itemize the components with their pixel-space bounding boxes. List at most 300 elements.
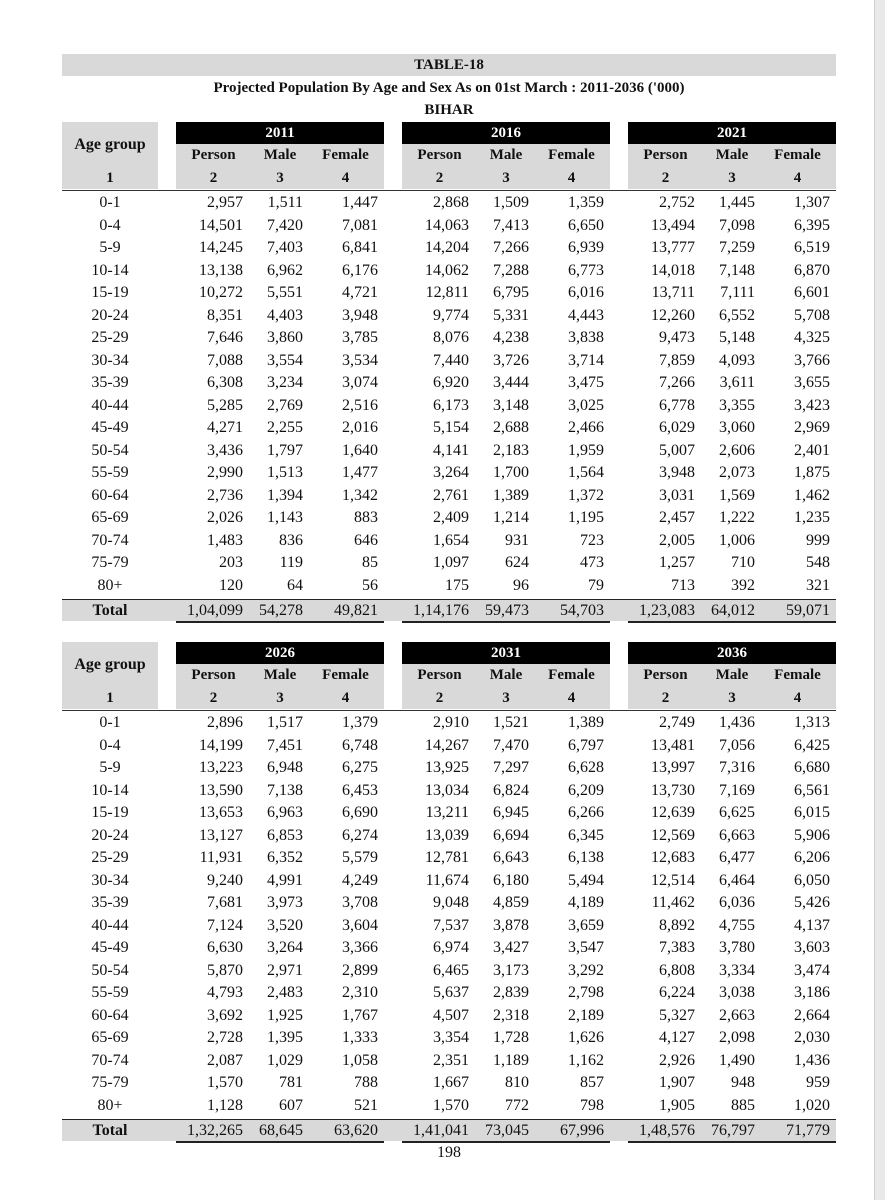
table-row xyxy=(62,552,836,575)
value-cell: 96 xyxy=(513,576,529,594)
value-cell: 7,288 xyxy=(493,261,529,279)
male-header: Male xyxy=(489,147,523,163)
value-cell: 548 xyxy=(806,554,830,571)
value-cell: 931 xyxy=(505,531,529,549)
value-cell: 7,440 xyxy=(433,351,469,369)
total-value: 63,620 xyxy=(334,1122,378,1139)
column-number: 4 xyxy=(567,690,576,706)
table-row xyxy=(62,282,836,305)
value-cell: 6,948 xyxy=(267,759,303,776)
value-cell: 13,211 xyxy=(425,804,469,821)
value-cell: 2,073 xyxy=(719,464,755,481)
value-cell: 6,176 xyxy=(342,261,378,279)
value-cell: 4,137 xyxy=(794,916,830,934)
value-cell: 3,659 xyxy=(568,916,604,934)
column-number: 3 xyxy=(276,170,284,186)
value-cell: 7,124 xyxy=(207,916,243,934)
value-cell: 4,189 xyxy=(568,894,604,911)
value-cell: 1,372 xyxy=(568,486,604,504)
age-group-cell: 15-19 xyxy=(91,804,129,821)
value-cell: 3,234 xyxy=(267,374,303,391)
value-cell: 2,255 xyxy=(267,419,303,436)
age-group-cell: 20-24 xyxy=(91,306,129,324)
value-cell: 2,688 xyxy=(493,419,529,436)
column-number: 2 xyxy=(435,690,444,706)
value-cell: 11,674 xyxy=(425,871,469,889)
value-cell: 2,910 xyxy=(433,714,469,731)
data-rows xyxy=(62,712,836,1117)
value-cell: 3,860 xyxy=(267,329,303,346)
value-cell: 14,018 xyxy=(651,261,695,279)
value-cell: 3,973 xyxy=(267,894,303,911)
value-cell: 6,748 xyxy=(342,736,378,754)
age-group-cell: 80+ xyxy=(97,1096,123,1114)
total-value: 1,48,576 xyxy=(639,1122,695,1139)
value-cell: 1,797 xyxy=(267,441,303,459)
value-cell: 14,199 xyxy=(199,736,243,754)
value-cell: 3,604 xyxy=(342,916,378,934)
value-cell: 3,423 xyxy=(794,396,830,414)
value-cell: 6,694 xyxy=(493,826,529,844)
value-cell: 6,206 xyxy=(794,849,830,866)
female-header: Female xyxy=(548,667,595,683)
value-cell: 6,352 xyxy=(267,849,303,866)
age-group-cell: 35-39 xyxy=(91,374,129,391)
value-cell: 6,663 xyxy=(719,826,755,844)
value-cell: 1,477 xyxy=(342,464,378,481)
value-cell: 14,063 xyxy=(425,216,469,234)
value-cell: 1,700 xyxy=(493,464,529,481)
value-cell: 14,267 xyxy=(425,736,469,754)
value-cell: 6,625 xyxy=(719,804,755,821)
value-cell: 646 xyxy=(354,531,378,549)
table-row xyxy=(62,237,836,260)
age-group-cell: 25-29 xyxy=(91,329,129,346)
value-cell: 13,711 xyxy=(651,284,695,301)
value-cell: 857 xyxy=(580,1074,604,1091)
value-cell: 2,310 xyxy=(342,984,378,1001)
total-value: 67,996 xyxy=(560,1122,604,1139)
value-cell: 3,554 xyxy=(267,351,303,369)
table-row xyxy=(62,757,836,780)
value-cell: 6,180 xyxy=(493,871,529,889)
value-cell: 8,892 xyxy=(659,916,695,934)
age-group-cell: 75-79 xyxy=(91,554,129,571)
column-number: 4 xyxy=(567,170,576,186)
value-cell: 1,436 xyxy=(794,1051,830,1069)
page-number: 198 xyxy=(437,1144,461,1161)
age-group-cell: 0-4 xyxy=(99,216,121,234)
value-cell: 6,795 xyxy=(493,284,529,301)
value-cell: 3,534 xyxy=(342,351,378,369)
age-group-cell: 40-44 xyxy=(91,916,129,934)
value-cell: 6,920 xyxy=(433,374,469,391)
total-value: 1,23,083 xyxy=(639,602,695,619)
value-cell: 885 xyxy=(731,1096,755,1114)
value-cell: 2,926 xyxy=(659,1051,695,1069)
column-number: 2 xyxy=(661,170,670,186)
value-cell: 1,570 xyxy=(207,1074,243,1091)
value-cell: 13,138 xyxy=(199,261,243,279)
value-cell: 6,266 xyxy=(568,804,604,821)
value-cell: 2,868 xyxy=(433,194,469,211)
value-cell: 2,663 xyxy=(719,1006,755,1024)
value-cell: 6,808 xyxy=(659,961,695,979)
value-cell: 3,436 xyxy=(207,441,243,459)
value-cell: 6,963 xyxy=(267,804,303,821)
value-cell: 1,020 xyxy=(794,1096,830,1114)
value-cell: 6,209 xyxy=(568,781,604,799)
value-cell: 1,875 xyxy=(794,464,830,481)
value-cell: 7,266 xyxy=(659,374,695,391)
column-numbers xyxy=(402,167,610,189)
column-number: 4 xyxy=(341,690,350,706)
total-value: 59,071 xyxy=(786,602,830,619)
value-cell: 473 xyxy=(580,554,604,571)
value-cell: 6,939 xyxy=(568,239,604,256)
table-row xyxy=(62,507,836,530)
value-cell: 5,708 xyxy=(794,306,830,324)
value-cell: 2,457 xyxy=(659,509,695,526)
table-row xyxy=(62,305,836,328)
value-cell: 5,154 xyxy=(433,419,469,436)
value-cell: 1,235 xyxy=(794,509,830,526)
column-number: 4 xyxy=(341,170,350,186)
value-cell: 2,749 xyxy=(659,714,695,731)
value-cell: 1,222 xyxy=(719,509,755,526)
total-row xyxy=(62,600,836,621)
total-label: Total xyxy=(92,1122,128,1139)
value-cell: 3,726 xyxy=(493,351,529,369)
value-cell: 6,274 xyxy=(342,826,378,844)
value-cell: 4,093 xyxy=(719,351,755,369)
page-edge xyxy=(875,0,885,1200)
table-row xyxy=(62,847,836,870)
value-cell: 119 xyxy=(279,554,303,571)
value-cell: 7,169 xyxy=(719,781,755,799)
value-cell: 7,081 xyxy=(342,216,378,234)
value-cell: 713 xyxy=(671,576,695,594)
total-top-border xyxy=(62,1119,836,1120)
total-value: 1,14,176 xyxy=(413,602,469,619)
column-number: 2 xyxy=(661,690,670,706)
value-cell: 6,016 xyxy=(568,284,604,301)
value-cell: 3,292 xyxy=(568,961,604,979)
value-cell: 1,570 xyxy=(433,1096,469,1114)
total-value: 68,645 xyxy=(259,1122,303,1139)
column-number: 3 xyxy=(728,170,736,186)
sex-column-headers xyxy=(628,144,836,167)
age-group-cell: 15-19 xyxy=(91,284,129,301)
value-cell: 836 xyxy=(279,531,303,549)
value-cell: 5,870 xyxy=(207,961,243,979)
value-cell: 2,728 xyxy=(207,1029,243,1046)
value-cell: 2,798 xyxy=(568,984,604,1001)
year-group-header xyxy=(402,122,610,189)
value-cell: 1,313 xyxy=(794,714,830,731)
value-cell: 10,272 xyxy=(199,284,243,301)
value-cell: 1,517 xyxy=(267,714,303,731)
table-row xyxy=(62,802,836,825)
age-group-cell: 20-24 xyxy=(91,826,129,844)
value-cell: 2,030 xyxy=(794,1029,830,1046)
value-cell: 1,143 xyxy=(267,509,303,526)
value-cell: 4,127 xyxy=(659,1029,695,1046)
value-cell: 3,038 xyxy=(719,984,755,1001)
value-cell: 7,266 xyxy=(493,239,529,256)
column-numbers xyxy=(628,167,836,189)
table-row xyxy=(62,260,836,283)
age-group-cell: 50-54 xyxy=(91,441,129,459)
value-cell: 6,773 xyxy=(568,261,604,279)
age-group-cell: 0-4 xyxy=(99,736,121,754)
value-cell: 64 xyxy=(287,576,303,594)
value-cell: 2,971 xyxy=(267,961,303,979)
value-cell: 2,026 xyxy=(207,509,243,526)
column-number: 3 xyxy=(502,170,510,186)
value-cell: 4,859 xyxy=(493,894,529,911)
value-cell: 5,637 xyxy=(433,984,469,1001)
value-cell: 6,628 xyxy=(568,759,604,776)
value-cell: 6,050 xyxy=(794,871,830,889)
value-cell: 120 xyxy=(219,576,243,594)
value-cell: 85 xyxy=(362,554,378,571)
year-label: 2031 xyxy=(402,642,610,664)
value-cell: 3,785 xyxy=(342,329,378,346)
value-cell: 6,138 xyxy=(568,849,604,866)
value-cell: 9,473 xyxy=(659,329,695,346)
value-cell: 5,285 xyxy=(207,396,243,414)
page-edge-line xyxy=(874,0,875,1200)
sex-column-headers xyxy=(402,144,610,167)
value-cell: 13,223 xyxy=(199,759,243,776)
value-cell: 6,425 xyxy=(794,736,830,754)
age-group-cell: 10-14 xyxy=(91,781,129,799)
value-cell: 12,569 xyxy=(651,826,695,844)
value-cell: 959 xyxy=(806,1074,830,1091)
value-cell: 14,204 xyxy=(425,239,469,256)
value-cell: 3,148 xyxy=(493,396,529,414)
value-cell: 1,907 xyxy=(659,1074,695,1091)
value-cell: 6,015 xyxy=(794,804,830,821)
table-number: TABLE-18 xyxy=(62,54,836,76)
value-cell: 1,640 xyxy=(342,441,378,459)
value-cell: 7,297 xyxy=(493,759,529,776)
total-value: 49,821 xyxy=(334,602,378,619)
total-value: 73,045 xyxy=(485,1122,529,1139)
year-group-header xyxy=(628,122,836,189)
value-cell: 3,520 xyxy=(267,916,303,934)
value-cell: 6,962 xyxy=(267,261,303,279)
header-divider xyxy=(62,710,836,711)
year-group-header xyxy=(176,122,384,189)
value-cell: 2,736 xyxy=(207,486,243,504)
year-group-header xyxy=(628,642,836,709)
table-row xyxy=(62,937,836,960)
value-cell: 7,138 xyxy=(267,781,303,799)
column-number: 4 xyxy=(793,170,802,186)
value-cell: 13,034 xyxy=(425,781,469,799)
value-cell: 4,249 xyxy=(342,871,378,889)
value-cell: 3,264 xyxy=(433,464,469,481)
value-cell: 79 xyxy=(588,576,604,594)
table-row xyxy=(62,192,836,215)
value-cell: 3,444 xyxy=(493,374,529,391)
value-cell: 7,403 xyxy=(267,239,303,256)
person-header: Person xyxy=(417,147,462,163)
value-cell: 3,878 xyxy=(493,916,529,934)
value-cell: 2,990 xyxy=(207,464,243,481)
value-cell: 883 xyxy=(354,509,378,526)
value-cell: 7,413 xyxy=(493,216,529,234)
value-cell: 6,601 xyxy=(794,284,830,301)
sex-column-headers xyxy=(628,664,836,687)
value-cell: 1,626 xyxy=(568,1029,604,1046)
value-cell: 2,606 xyxy=(719,441,755,459)
total-value: 71,779 xyxy=(786,1122,830,1139)
value-cell: 3,475 xyxy=(568,374,604,391)
column-number: 2 xyxy=(209,690,218,706)
value-cell: 6,029 xyxy=(659,419,695,436)
year-group-header xyxy=(402,642,610,709)
value-cell: 12,260 xyxy=(651,306,695,324)
value-cell: 7,470 xyxy=(493,736,529,754)
column-numbers xyxy=(628,687,836,709)
value-cell: 2,005 xyxy=(659,531,695,549)
value-cell: 1,195 xyxy=(568,509,604,526)
value-cell: 1,569 xyxy=(719,486,755,504)
value-cell: 1,395 xyxy=(267,1029,303,1046)
value-cell: 1,006 xyxy=(719,531,755,549)
column-number: 2 xyxy=(435,170,444,186)
value-cell: 8,351 xyxy=(207,306,243,324)
value-cell: 4,403 xyxy=(267,306,303,324)
value-cell: 2,401 xyxy=(794,441,830,459)
total-value: 54,703 xyxy=(560,602,604,619)
data-rows xyxy=(62,192,836,597)
value-cell: 7,537 xyxy=(433,916,469,934)
value-cell: 3,547 xyxy=(568,939,604,956)
value-cell: 7,111 xyxy=(720,284,755,301)
female-header: Female xyxy=(774,667,821,683)
value-cell: 3,474 xyxy=(794,961,830,979)
value-cell: 12,811 xyxy=(425,284,469,301)
value-cell: 607 xyxy=(279,1096,303,1114)
total-value: 59,473 xyxy=(485,602,529,619)
value-cell: 2,351 xyxy=(433,1051,469,1069)
value-cell: 3,173 xyxy=(493,961,529,979)
table-row xyxy=(62,350,836,373)
value-cell: 6,680 xyxy=(794,759,830,776)
table-row xyxy=(62,712,836,735)
value-cell: 2,516 xyxy=(342,396,378,414)
value-cell: 788 xyxy=(354,1074,378,1091)
age-group-cell: 30-34 xyxy=(91,351,129,369)
value-cell: 9,774 xyxy=(433,306,469,324)
value-cell: 1,389 xyxy=(568,714,604,731)
value-cell: 810 xyxy=(505,1074,529,1091)
age-group-cell: 45-49 xyxy=(91,939,129,956)
value-cell: 1,189 xyxy=(493,1051,529,1069)
table-row xyxy=(62,372,836,395)
value-cell: 6,519 xyxy=(794,239,830,256)
age-group-header: Age group xyxy=(62,642,158,687)
value-cell: 3,948 xyxy=(342,306,378,324)
state-name: BIHAR xyxy=(424,102,474,118)
value-cell: 7,451 xyxy=(267,736,303,754)
age-group-cell: 70-74 xyxy=(91,531,129,549)
value-cell: 4,721 xyxy=(342,284,378,301)
value-cell: 7,681 xyxy=(207,894,243,911)
table-row xyxy=(62,575,836,598)
sex-column-headers xyxy=(402,664,610,687)
column-number: 2 xyxy=(209,170,218,186)
age-group-cell: 70-74 xyxy=(91,1051,129,1069)
value-cell: 3,074 xyxy=(342,374,378,391)
male-header: Male xyxy=(715,147,749,163)
value-cell: 12,781 xyxy=(425,849,469,866)
value-cell: 56 xyxy=(362,576,378,594)
value-cell: 5,494 xyxy=(568,871,604,889)
male-header: Male xyxy=(263,667,297,683)
value-cell: 6,841 xyxy=(342,239,378,256)
value-cell: 6,797 xyxy=(568,736,604,754)
value-cell: 1,214 xyxy=(493,509,529,526)
value-cell: 1,379 xyxy=(342,714,378,731)
value-cell: 5,007 xyxy=(659,441,695,459)
sex-column-headers xyxy=(176,664,384,687)
year-label: 2016 xyxy=(402,122,610,144)
value-cell: 1,128 xyxy=(207,1096,243,1114)
value-cell: 1,389 xyxy=(493,486,529,504)
value-cell: 1,257 xyxy=(659,554,695,571)
value-cell: 1,359 xyxy=(568,194,604,211)
value-cell: 5,551 xyxy=(267,284,303,301)
value-cell: 2,761 xyxy=(433,486,469,504)
value-cell: 798 xyxy=(580,1096,604,1114)
value-cell: 3,611 xyxy=(719,374,755,391)
age-group-cell: 80+ xyxy=(97,576,123,594)
age-group-cell: 55-59 xyxy=(91,464,129,481)
value-cell: 4,443 xyxy=(568,306,604,324)
value-cell: 1,654 xyxy=(433,531,469,549)
value-cell: 5,331 xyxy=(493,306,529,324)
value-cell: 2,839 xyxy=(493,984,529,1001)
value-cell: 1,767 xyxy=(342,1006,378,1024)
value-cell: 13,481 xyxy=(651,736,695,754)
value-cell: 4,793 xyxy=(207,984,243,1001)
column-number: 3 xyxy=(728,690,736,706)
male-header: Male xyxy=(715,667,749,683)
value-cell: 1,445 xyxy=(719,194,755,211)
value-cell: 13,590 xyxy=(199,781,243,799)
value-cell: 6,561 xyxy=(794,781,830,799)
value-cell: 3,355 xyxy=(719,396,755,414)
value-cell: 7,646 xyxy=(207,329,243,346)
value-cell: 13,494 xyxy=(651,216,695,234)
value-cell: 2,409 xyxy=(433,509,469,526)
male-header: Male xyxy=(263,147,297,163)
age-group-cell: 10-14 xyxy=(91,261,129,279)
column-numbers xyxy=(402,687,610,709)
value-cell: 7,148 xyxy=(719,261,755,279)
table-row xyxy=(62,462,836,485)
female-header: Female xyxy=(322,147,369,163)
value-cell: 7,420 xyxy=(267,216,303,234)
year-label: 2021 xyxy=(628,122,836,144)
column-number: 3 xyxy=(276,690,284,706)
table-row xyxy=(62,982,836,1005)
